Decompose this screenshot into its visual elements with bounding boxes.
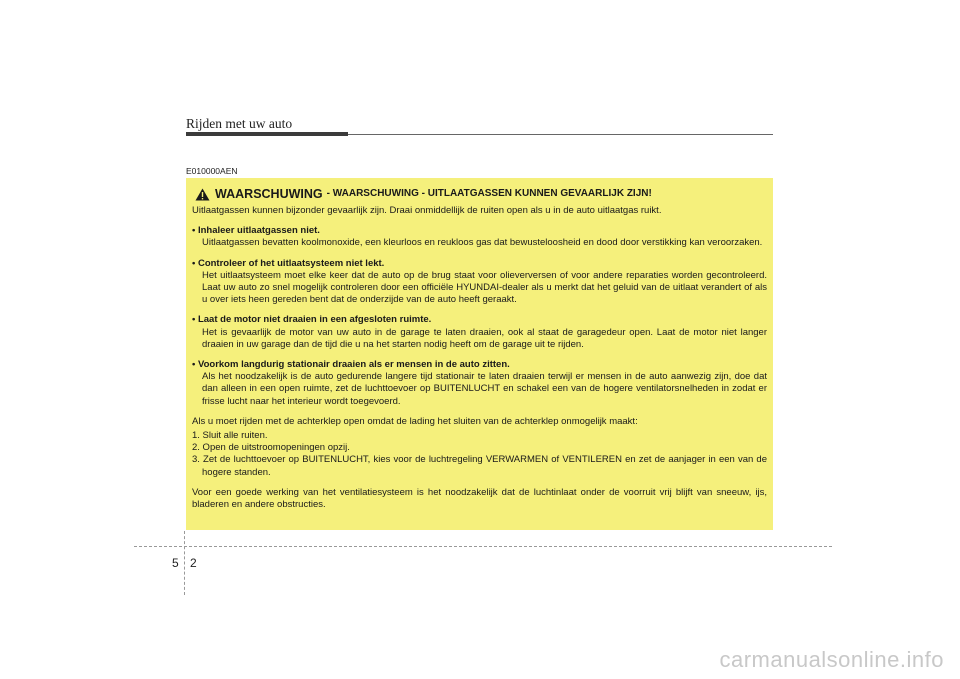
warning-item-title: • Inhaleer uitlaatgassen niet. [192, 225, 320, 237]
steps-intro: Als u moet rijden met de achterklep open omdat de lading het sluiten van de achterklep onmogelijk maakt: [192, 415, 638, 427]
steps-list [192, 430, 767, 479]
warning-item-body: Als het noodzakelijk is de auto gedurende langere tijd stationair te laten draaien terwijl er mensen in de auto aanwezig zijn, doe dat dan alleen in een open ruimte, zet de luchttoevoer op BUITENLUCHT en schakel een van de hogere ventilatorsnelheden in zodat er frisse lucht naar het interieur wordt toegevoerd. [202, 371, 767, 407]
step-item: 2. Open de uitstroomopeningen opzij. [192, 442, 350, 454]
warning-item [192, 359, 767, 408]
warning-triangle-icon [195, 188, 210, 201]
warning-item-title: • Controleer of het uitlaatsysteem niet lekt. [192, 257, 385, 269]
step-item: 1. Sluit alle ruiten. [192, 430, 268, 442]
warning-item-title: • Voorkom langdurig stationair draaien als er mensen in de auto zitten. [192, 359, 510, 371]
warning-label: WAARSCHUWING [215, 187, 323, 202]
warning-item-title: • Laat de motor niet draaien in een afgesloten ruimte. [192, 314, 432, 326]
step-item: 3. Zet de luchttoevoer op BUITENLUCHT, kies voor de luchtregeling VERWARMEN of VENTILEREN en zet de aanjager in een van de hogere standen. [192, 454, 767, 478]
warning-box [186, 178, 773, 530]
warning-item-body: Het uitlaatsysteem moet elke keer dat de auto op de brug staat voor olieverversen of voor andere reparaties worden gecontroleerd. Laat uw auto zo snel mogelijk controleren door een officiële HYUNDAI-dealer als u merkt dat het geluid van de uitlaat verandert of als u over iets heen gereden bent dat de onderzijde van de auto heeft geraakt. [202, 269, 767, 306]
warning-item-body: Het is gevaarlijk de motor van uw auto in de garage te laten draaien, ook al staat de garagedeur open. Laat de motor niet langer draaien in uw garage dan de tijd die u na het starten nodig heeft om de garage uit te rijden. [202, 326, 767, 350]
header-accent-bar [186, 132, 348, 136]
page-header-title: Rijden met uw auto [186, 116, 293, 131]
warning-subtitle: - WAARSCHUWING - UITLAATGASSEN KUNNEN GEVAARLIJK ZIJN! [326, 188, 652, 200]
warning-item-body: Uitlaatgassen bevatten koolmonoxide, een kleurloos en reukloos gas dat bewusteloosheid en dood door verstikking kan veroorzaken. [202, 237, 763, 249]
footer-dashed-divider [184, 531, 185, 595]
tailgate-steps [192, 416, 767, 479]
footer-dashed-rule [134, 546, 832, 547]
watermark: carmanualsonline.info [719, 647, 944, 672]
section-code: E010000AEN [186, 166, 238, 176]
warning-closing: Voor een goede werking van het ventilatiesysteem is het noodzakelijk dat de luchtinlaat onder de voorruit vrij blijft van sneeuw, ijs, bladeren en andere obstructies. [192, 486, 767, 511]
warning-intro: Uitlaatgassen kunnen bijzonder gevaarlijk zijn. Draai onmiddellijk de ruiten open als u in de auto uitlaatgas ruikt. [192, 205, 662, 216]
warning-item [192, 258, 767, 307]
page-number: 2 [190, 556, 197, 570]
warning-heading [195, 186, 767, 203]
warning-item [192, 314, 767, 351]
warning-item [192, 225, 767, 249]
page-chapter-number: 5 [172, 556, 179, 570]
